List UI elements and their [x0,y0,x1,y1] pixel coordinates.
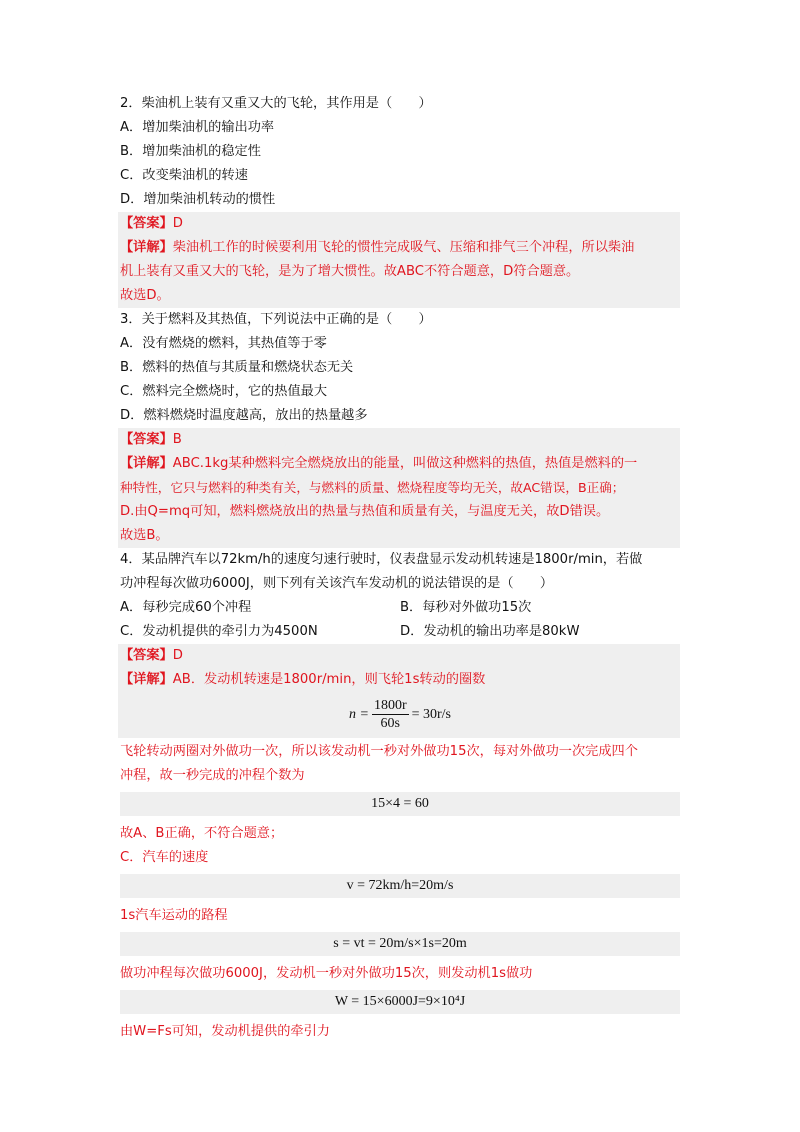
q3-option-b: B．燃料的热值与其质量和燃烧状态无关 [120,360,354,375]
formula-rotations [120,692,680,738]
q4-answer-label: 【答案】 [120,648,173,663]
formula-strokes: 15×4 = 60 [120,792,680,816]
q2-detail-line-3: 故选D。 [120,288,170,303]
q3-option-d: D．燃料燃烧时温度越高，放出的热量越多 [120,408,368,423]
formula-rotations-lhs: n = [348,707,369,722]
q3-detail-line-1 [120,452,680,476]
q4-detail-line-1 [120,668,680,692]
formula-rotations-fraction [372,698,409,733]
q3-detail-label: 【详解】 [120,456,173,471]
q2-answer-block [118,212,680,308]
q3-answer-line [120,428,680,452]
q4-para1-line-2: 冲程，故一秒完成的冲程个数为 [120,768,305,783]
q4-answer-block [118,644,680,738]
q4-stem-line-2: 功冲程每次做功6000J，则下列有关该汽车发动机的说法错误的是（ ） [120,576,554,591]
q3-answer-label: 【答案】 [120,432,173,447]
q4-para5: 做功冲程每次做功6000J，发动机一秒对外做功15次，则发动机1s做功 [120,966,533,981]
q2-answer-value: D [172,216,183,231]
q3-option-c: C．燃料完全燃烧时，它的热值最大 [120,384,328,399]
q4-answer-line [120,644,680,668]
q2-answer-label: 【答案】 [120,216,173,231]
q2-option-a: A．增加柴油机的输出功率 [120,120,275,135]
q3-option-a: A．没有燃烧的燃料，其热值等于零 [120,336,327,351]
q2-detail-text-1: 柴油机工作的时候要利用飞轮的惯性完成吸气、压缩和排气三个冲程，所以柴油 [172,240,635,255]
q4-option-b: B．每秒对外做功15次 [400,600,532,615]
q4-para1-line-1: 飞轮转动两圈对外做功一次，所以该发动机一秒对外做功15次，每对外做功一次完成四个 [120,744,638,759]
q4-option-a: A．每秒完成60个冲程 [120,600,252,615]
q4-para2: 故A、B正确，不符合题意； [120,826,284,841]
q2-option-c: C．改变柴油机的转速 [120,168,248,183]
q3-detail-line-4: 故选B。 [120,528,169,543]
q4-options-row-2 [120,620,680,644]
q2-option-d: D．增加柴油机转动的惯性 [120,192,276,207]
q3-detail-line-3: D.由Q=mq可知，燃料燃烧放出的热量与热值和质量有关，与温度无关，故D错误。 [120,504,610,519]
q4-answer-value: D [172,648,183,663]
q4-option-c: C．发动机提供的牵引力为4500N [120,624,318,639]
formula-rotations-numerator: 1800r [373,697,407,713]
formula-rotations-denominator: 60s [380,715,400,731]
q4-para4: 1s汽车运动的路程 [120,908,228,923]
formula-speed: v = 72km/h=20m/s [120,874,680,898]
formula-work: W = 15×6000J=9×10⁴J [120,990,680,1014]
q4-option-d: D．发动机的输出功率是80kW [400,624,580,639]
formula-rotations-rhs: = 30r/s [411,707,452,722]
q3-answer-value: B [172,432,182,447]
q4-detail-label: 【详解】 [120,672,173,687]
q4-options-row-1 [120,596,680,620]
q2-detail-line-2: 机上装有又重又大的飞轮，是为了增大惯性。故ABC不符合题意，D符合题意。 [120,264,580,279]
q4-stem-line-1: 4．某品牌汽车以72km/h的速度匀速行驶时，仪表盘显示发动机转速是1800r/min，若做 [120,552,643,567]
q3-answer-block [118,428,680,548]
q3-stem: 3．关于燃料及其热值，下列说法中正确的是（ ） [120,312,432,327]
q4-para3: C．汽车的速度 [120,850,209,865]
q2-detail-label: 【详解】 [120,240,173,255]
q4-detail-intro: AB．发动机转速是1800r/min，则飞轮1s转动的圈数 [172,672,486,687]
q2-detail-line-1 [120,236,680,260]
q2-option-b: B．增加柴油机的稳定性 [120,144,261,159]
q4-para6: 由W=Fs可知，发动机提供的牵引力 [120,1024,330,1039]
q3-detail-text-1: ABC.1kg某种燃料完全燃烧放出的能量，叫做这种燃料的热值，热值是燃料的一 [172,456,638,471]
q2-answer-line [120,212,680,236]
q2-stem: 2．柴油机上装有又重又大的飞轮，其作用是（ ） [120,96,432,111]
document-page [120,92,680,1044]
q3-detail-line-2: 种特性，它只与燃料的种类有关，与燃料的质量、燃烧程度等均无关，故AC错误，B正确； [120,480,625,495]
formula-distance: s = vt = 20m/s×1s=20m [120,932,680,956]
